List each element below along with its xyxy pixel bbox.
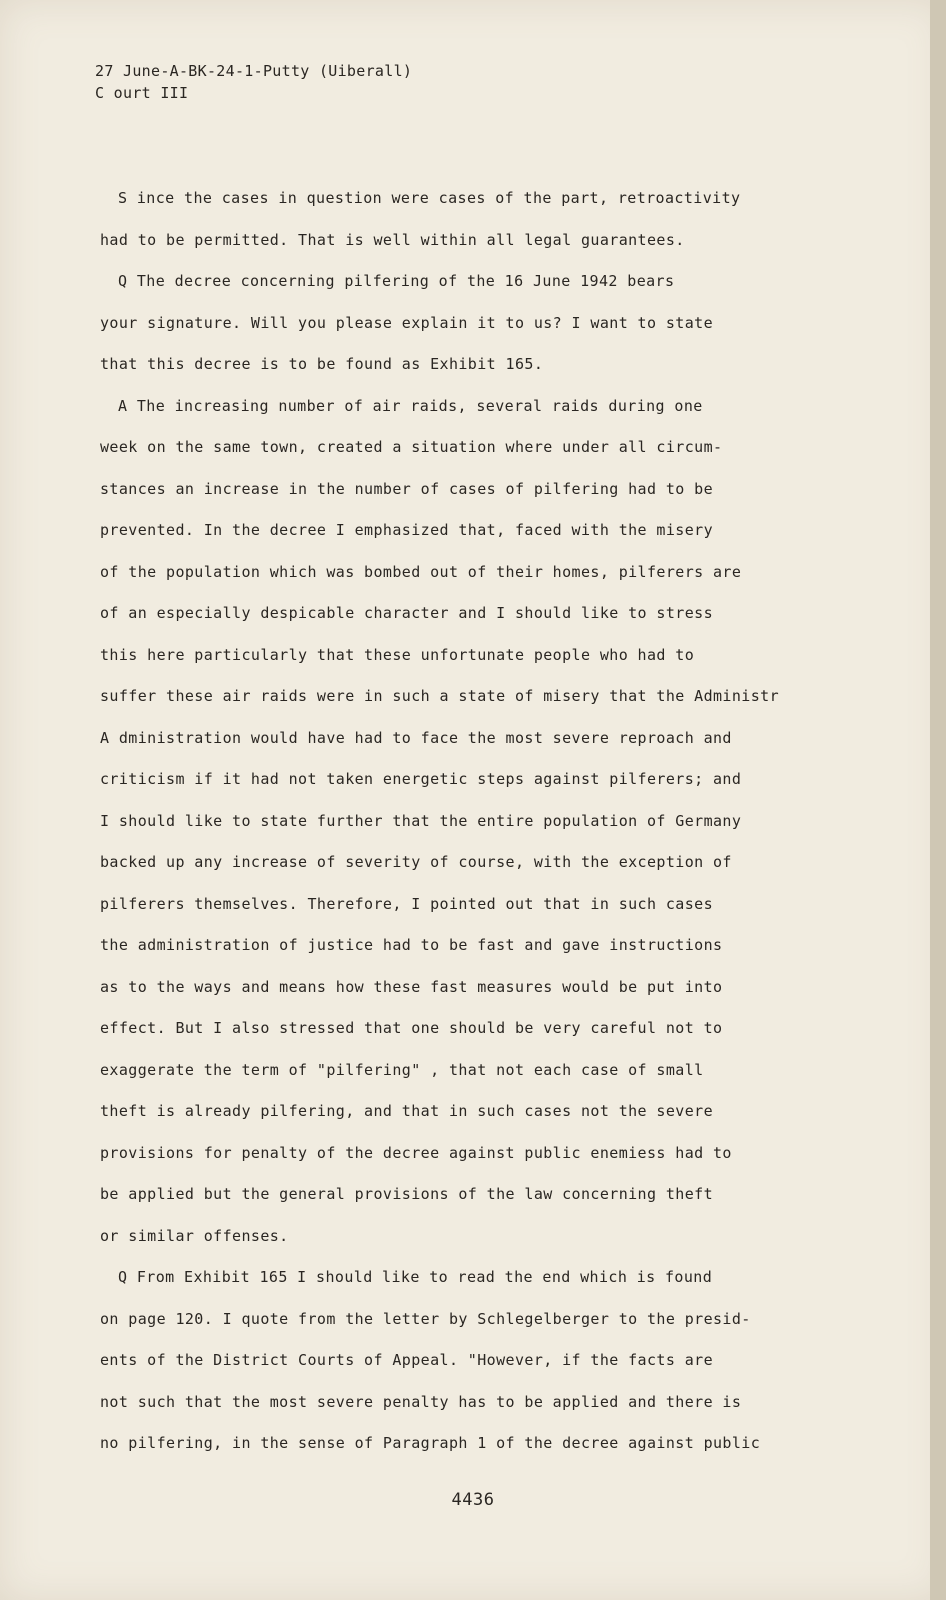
text-line: week on the same town, created a situation where under all circum- <box>100 438 723 456</box>
text-line: provisions for penalty of the decree against public enemiess had to <box>100 1143 732 1162</box>
text-line: prevented. In the decree I emphasized that, faced with the misery <box>100 521 713 539</box>
testimony-body <box>100 178 860 1465</box>
text-line: effect. But I also stressed that one should be very careful not to <box>100 1019 723 1037</box>
text-line: stances an increase in the number of cases of pilfering had to be <box>100 479 713 498</box>
text-line: criticism if it had not taken energetic steps against pilferers; and <box>100 770 742 788</box>
text-line: suffer these air raids were in such a state of misery that the Administr <box>100 687 780 705</box>
text-line: Q From Exhibit 165 I should like to read the end which is found <box>118 1268 713 1286</box>
text-line: no pilfering, in the sense of Paragraph 1 of the decree against public <box>100 1434 761 1452</box>
text-line: A The increasing number of air raids, several raids during one <box>118 396 703 415</box>
text-line: of an especially despicable character and I should like to stress <box>100 604 713 622</box>
text-line: I should like to state further that the entire population of Germany <box>100 811 742 830</box>
header-line-2: C ourt III <box>95 84 189 102</box>
text-line: on page 120. I quote from the letter by Schlegelberger to the presid- <box>100 1309 751 1328</box>
text-line: that this decree is to be found as Exhibit 165. <box>100 355 544 373</box>
text-line: A dministration would have had to face the most severe reproach and <box>100 728 732 747</box>
page-number: 4436 <box>451 1490 495 1510</box>
text-line: this here particularly that these unfortunate people who had to <box>100 645 695 664</box>
text-line: theft is already pilfering, and that in such cases not the severe <box>100 1102 713 1120</box>
text-line: pilferers themselves. Therefore, I pointed out that in such cases <box>100 894 713 913</box>
text-line: S ince the cases in question were cases of the part, retroactivity <box>118 189 741 207</box>
text-line: had to be permitted. That is well within all legal guarantees. <box>100 230 685 249</box>
text-line: exaggerate the term of "pilfering" , that not each case of small <box>100 1060 704 1079</box>
document-header <box>95 60 412 104</box>
text-line: your signature. Will you please explain it to us? I want to state <box>100 313 713 332</box>
text-line: as to the ways and means how these fast measures would be put into <box>100 977 723 996</box>
text-line: of the population which was bombed out of their homes, pilferers are <box>100 562 742 581</box>
text-line: the administration of justice had to be fast and gave instructions <box>100 936 723 954</box>
text-line: be applied but the general provisions of the law concerning theft <box>100 1185 713 1203</box>
text-line: ents of the District Courts of Appeal. "However, if the facts are <box>100 1351 713 1369</box>
page-edge <box>930 0 946 1600</box>
text-line: backed up any increase of severity of course, with the exception of <box>100 853 732 871</box>
text-line: Q The decree concerning pilfering of the 16 June 1942 bears <box>118 272 675 290</box>
header-line-1: 27 June-A-BK-24-1-Putty (Uiberall) <box>95 62 413 80</box>
text-line: or similar offenses. <box>100 1226 289 1245</box>
text-line: not such that the most severe penalty has to be applied and there is <box>100 1392 742 1411</box>
